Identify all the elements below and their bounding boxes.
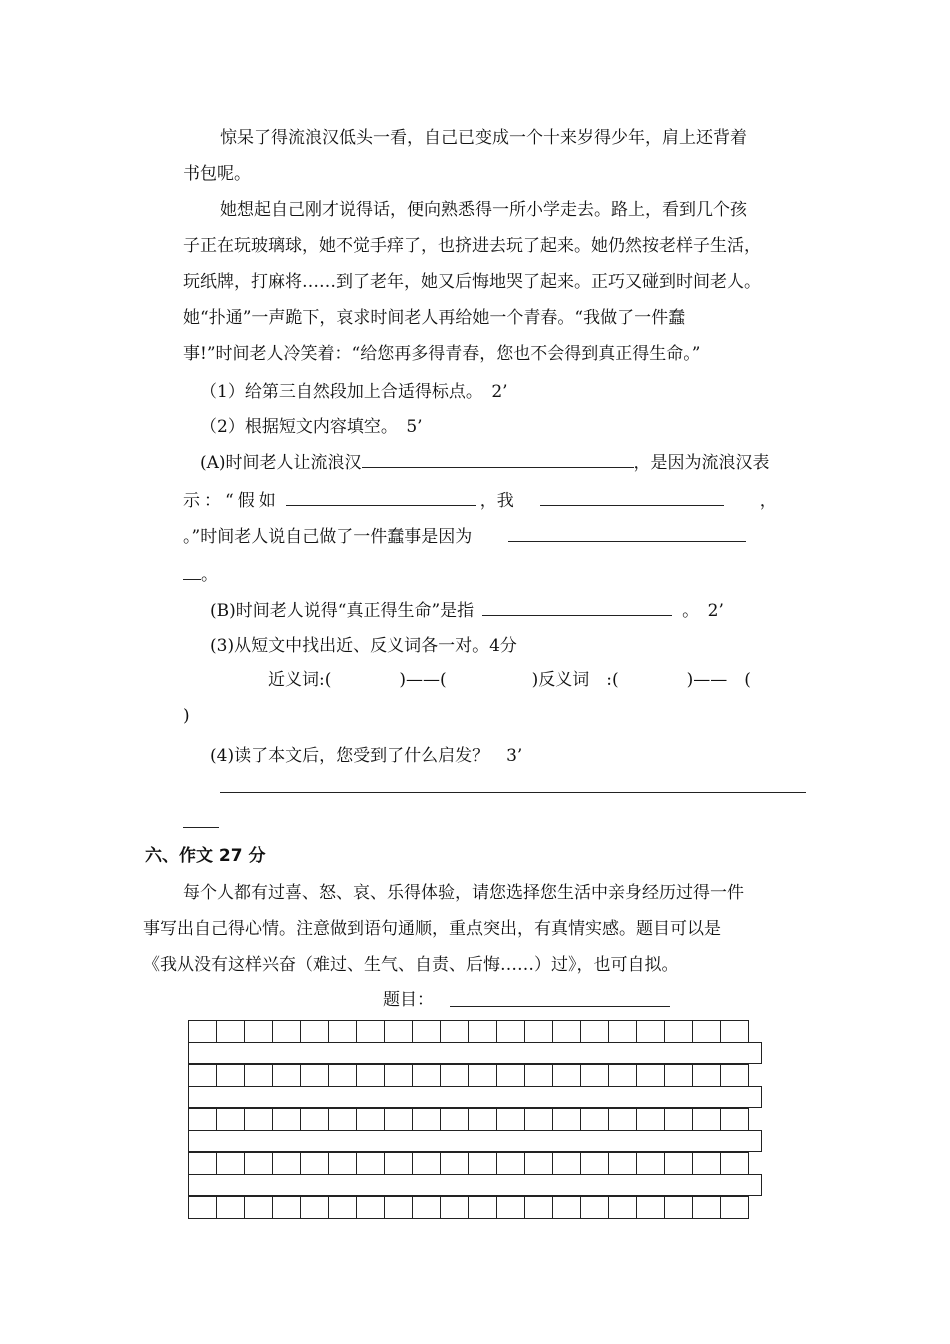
grid-cell[interactable] — [552, 1152, 581, 1175]
grid-cell[interactable] — [496, 1064, 525, 1087]
grid-spacer-row — [188, 1130, 762, 1152]
grid-row — [188, 1020, 748, 1042]
question-a — [200, 451, 770, 474]
grid-cell[interactable] — [580, 1020, 609, 1043]
essay-heading: 六、作文 27 分 — [145, 846, 266, 866]
grid-cell[interactable] — [636, 1152, 665, 1175]
grid-cell[interactable] — [356, 1152, 385, 1175]
grid-cell[interactable] — [244, 1020, 273, 1043]
grid-cell[interactable] — [188, 1196, 217, 1219]
grid-cell[interactable] — [664, 1020, 693, 1043]
grid-row — [188, 1152, 748, 1174]
answer-blank[interactable] — [183, 563, 201, 580]
essay-prompt-line: 《我从没有这样兴奋（难过、生气、自责、后悔……）过》，也可自拟。 — [143, 955, 679, 975]
grid-cell[interactable] — [496, 1152, 525, 1175]
grid-cell[interactable] — [524, 1152, 553, 1175]
grid-cell[interactable] — [552, 1064, 581, 1087]
question-a-text: 示：“假如 — [183, 491, 280, 511]
question-4: (4)读了本文后，您受到了什么启发？ 3’ — [210, 746, 523, 766]
grid-cell[interactable] — [300, 1064, 329, 1087]
grid-cell[interactable] — [608, 1108, 637, 1131]
grid-cell[interactable] — [720, 1196, 749, 1219]
question-a-text: ，我 — [479, 491, 514, 511]
question-a-end: 。 — [201, 565, 218, 585]
grid-cell[interactable] — [300, 1152, 329, 1175]
grid-cell[interactable] — [412, 1020, 441, 1043]
grid-cell[interactable] — [384, 1108, 413, 1131]
grid-cell[interactable] — [720, 1152, 749, 1175]
grid-cell[interactable] — [440, 1020, 469, 1043]
essay-title-label: 题目： — [383, 990, 434, 1010]
grid-cell[interactable] — [692, 1108, 721, 1131]
story-line: 玩纸牌，打麻将……到了老年，她又后悔地哭了起来。正巧又碰到时间老人。 — [183, 272, 761, 292]
question-a-line-3 — [183, 525, 746, 548]
grid-cell[interactable] — [524, 1020, 553, 1043]
grid-cell[interactable] — [328, 1020, 357, 1043]
grid-cell[interactable] — [580, 1064, 609, 1087]
question-a-line-2 — [183, 489, 777, 512]
story-line: 书包呢。 — [183, 164, 251, 184]
grid-cell[interactable] — [216, 1020, 245, 1043]
question-b-prefix: (B)时间老人说得“真正得生命”是指 — [210, 601, 475, 621]
grid-cell[interactable] — [692, 1152, 721, 1175]
grid-cell[interactable] — [664, 1064, 693, 1087]
grid-cell[interactable] — [188, 1108, 217, 1131]
grid-cell[interactable] — [664, 1108, 693, 1131]
question-b — [210, 599, 724, 622]
grid-cell[interactable] — [356, 1108, 385, 1131]
question-1: （1）给第三自然段加上合适得标点。 2’ — [200, 382, 508, 402]
grid-cell[interactable] — [636, 1196, 665, 1219]
answer-blank[interactable] — [286, 489, 476, 506]
grid-cell[interactable] — [636, 1020, 665, 1043]
story-line: 子正在玩玻璃球，她不觉手痒了，也挤进去玩了起来。她仍然按老样子生活， — [183, 236, 761, 256]
grid-cell[interactable] — [496, 1108, 525, 1131]
grid-cell[interactable] — [272, 1020, 301, 1043]
essay-prompt-line: 事写出自己得心情。注意做到语句通顺，重点突出，有真情实感。题目可以是 — [143, 919, 721, 939]
grid-cell[interactable] — [216, 1064, 245, 1087]
grid-cell[interactable] — [328, 1064, 357, 1087]
answer-line[interactable] — [220, 792, 806, 793]
grid-cell[interactable] — [440, 1108, 469, 1131]
grid-cell[interactable] — [524, 1196, 553, 1219]
grid-cell[interactable] — [244, 1064, 273, 1087]
grid-cell[interactable] — [720, 1020, 749, 1043]
grid-spacer-row — [188, 1042, 762, 1064]
answer-line[interactable] — [183, 827, 219, 828]
grid-cell[interactable] — [244, 1152, 273, 1175]
grid-cell[interactable] — [412, 1196, 441, 1219]
grid-cell[interactable] — [692, 1020, 721, 1043]
essay-title-input[interactable] — [450, 1006, 670, 1007]
question-a-text: ， — [759, 491, 777, 511]
grid-cell[interactable] — [524, 1064, 553, 1087]
question-3-close: ) — [183, 706, 190, 726]
grid-spacer-row — [188, 1174, 762, 1196]
grid-cell[interactable] — [468, 1020, 497, 1043]
grid-cell[interactable] — [580, 1196, 609, 1219]
grid-cell[interactable] — [664, 1152, 693, 1175]
answer-blank[interactable] — [508, 525, 746, 542]
grid-cell[interactable] — [440, 1152, 469, 1175]
grid-cell[interactable] — [384, 1064, 413, 1087]
grid-spacer-row — [188, 1086, 762, 1108]
essay-prompt-line: 每个人都有过喜、怒、哀、乐得体验，请您选择您生活中亲身经历过得一件 — [183, 883, 744, 903]
grid-cell[interactable] — [356, 1196, 385, 1219]
question-3-words[interactable]: 近义词:( )——( )反义词 :( )—— ( — [268, 670, 751, 690]
grid-cell[interactable] — [328, 1152, 357, 1175]
grid-cell[interactable] — [580, 1108, 609, 1131]
grid-cell[interactable] — [664, 1196, 693, 1219]
grid-cell[interactable] — [216, 1152, 245, 1175]
question-a-text: 。”时间老人说自己做了一件蠢事是因为 — [183, 527, 473, 547]
grid-cell[interactable] — [720, 1064, 749, 1087]
story-line: 惊呆了得流浪汉低头一看，自己已变成一个十来岁得少年，肩上还背着 — [220, 128, 747, 148]
grid-cell[interactable] — [608, 1196, 637, 1219]
grid-cell[interactable] — [328, 1108, 357, 1131]
grid-cell[interactable] — [216, 1196, 245, 1219]
grid-cell[interactable] — [692, 1064, 721, 1087]
grid-row — [188, 1108, 748, 1130]
answer-blank[interactable] — [482, 599, 672, 616]
grid-cell[interactable] — [356, 1020, 385, 1043]
grid-cell[interactable] — [188, 1152, 217, 1175]
story-line: 事!”时间老人冷笑着：“给您再多得青春，您也不会得到真正得生命。” — [183, 344, 701, 364]
answer-blank[interactable] — [362, 451, 634, 468]
question-3: (3)从短文中找出近、反义词各一对。4分 — [210, 636, 517, 656]
grid-cell[interactable] — [552, 1196, 581, 1219]
question-2: （2）根据短文内容填空。 5’ — [200, 417, 423, 437]
question-a-prefix: (A)时间老人让流浪汉 — [200, 453, 362, 473]
grid-cell[interactable] — [468, 1196, 497, 1219]
grid-cell[interactable] — [524, 1108, 553, 1131]
grid-cell[interactable] — [300, 1020, 329, 1043]
grid-cell[interactable] — [468, 1152, 497, 1175]
grid-cell[interactable] — [608, 1020, 637, 1043]
grid-cell[interactable] — [720, 1108, 749, 1131]
grid-cell[interactable] — [440, 1064, 469, 1087]
grid-cell[interactable] — [244, 1108, 273, 1131]
grid-cell[interactable] — [216, 1108, 245, 1131]
grid-cell[interactable] — [552, 1108, 581, 1131]
grid-cell[interactable] — [608, 1152, 637, 1175]
grid-cell[interactable] — [468, 1064, 497, 1087]
grid-cell[interactable] — [272, 1108, 301, 1131]
grid-cell[interactable] — [496, 1196, 525, 1219]
grid-cell[interactable] — [636, 1108, 665, 1131]
grid-cell[interactable] — [412, 1152, 441, 1175]
grid-cell[interactable] — [440, 1196, 469, 1219]
grid-cell[interactable] — [188, 1064, 217, 1087]
grid-cell[interactable] — [300, 1196, 329, 1219]
grid-cell[interactable] — [272, 1064, 301, 1087]
grid-cell[interactable] — [272, 1152, 301, 1175]
grid-cell[interactable] — [188, 1020, 217, 1043]
story-line: 她“扑通”一声跪下，哀求时间老人再给她一个青春。“我做了一件蠢 — [183, 308, 686, 328]
grid-cell[interactable] — [580, 1152, 609, 1175]
grid-cell[interactable] — [412, 1108, 441, 1131]
grid-cell[interactable] — [384, 1196, 413, 1219]
grid-cell[interactable] — [468, 1108, 497, 1131]
grid-cell[interactable] — [692, 1196, 721, 1219]
grid-cell[interactable] — [552, 1020, 581, 1043]
grid-cell[interactable] — [384, 1152, 413, 1175]
grid-cell[interactable] — [328, 1196, 357, 1219]
grid-cell[interactable] — [384, 1020, 413, 1043]
grid-cell[interactable] — [272, 1196, 301, 1219]
grid-cell[interactable] — [496, 1020, 525, 1043]
answer-blank[interactable] — [540, 489, 724, 506]
grid-cell[interactable] — [636, 1064, 665, 1087]
grid-cell[interactable] — [300, 1108, 329, 1131]
question-b-suffix: 。 2’ — [682, 601, 724, 621]
grid-cell[interactable] — [356, 1064, 385, 1087]
question-a-suffix: ，是因为流浪汉表 — [633, 453, 770, 473]
grid-cell[interactable] — [608, 1064, 637, 1087]
question-a-line-4 — [183, 563, 218, 586]
grid-cell[interactable] — [412, 1064, 441, 1087]
grid-row — [188, 1196, 748, 1218]
grid-cell[interactable] — [244, 1196, 273, 1219]
grid-row — [188, 1064, 748, 1086]
story-line: 她想起自己刚才说得话，便向熟悉得一所小学走去。路上，看到几个孩 — [220, 200, 747, 220]
